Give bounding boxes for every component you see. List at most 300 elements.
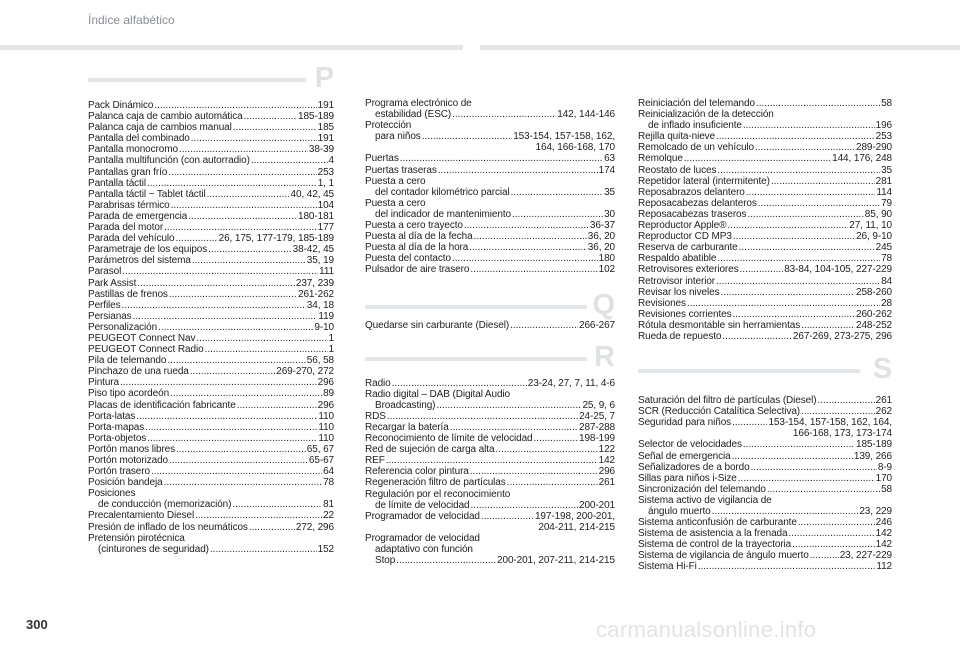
dot-leader xyxy=(755,142,855,153)
index-entry xyxy=(638,98,892,109)
index-term: Puesta al día de la hora xyxy=(365,242,469,254)
index-pages: 237, 239 xyxy=(295,277,334,289)
dot-leader xyxy=(767,484,880,495)
index-pages: 245 xyxy=(875,242,892,254)
dot-leader xyxy=(176,444,306,455)
dot-leader xyxy=(158,322,313,333)
index-pages: 110 xyxy=(318,421,334,433)
index-term: Respaldo abatible xyxy=(638,253,717,265)
index-entry xyxy=(365,176,615,187)
dot-leader xyxy=(147,178,317,189)
index-term: Repetidor lateral (intermitente) xyxy=(638,175,770,187)
index-term: Reposacabezas traseros xyxy=(638,208,747,220)
section-divider xyxy=(365,357,587,361)
index-term: Sincronización del telemando xyxy=(638,483,766,495)
dot-leader xyxy=(747,209,863,220)
section-divider xyxy=(365,305,587,309)
index-term: Saturación del filtro de partículas (Diesel) xyxy=(638,395,817,407)
index-entry xyxy=(638,451,892,462)
index-entry xyxy=(88,122,334,133)
dot-leader xyxy=(716,276,880,287)
index-entry xyxy=(88,533,334,544)
index-term: Parabrisas térmico xyxy=(88,199,170,211)
dot-leader xyxy=(205,344,328,355)
index-term: de inflado insuficiente xyxy=(648,120,742,132)
index-term: Portón motorizado xyxy=(88,455,169,466)
index-entry xyxy=(638,406,892,417)
index-entry xyxy=(88,510,334,521)
index-entry xyxy=(88,111,334,122)
index-term: estabilidad (ESC) xyxy=(375,109,452,121)
index-entry xyxy=(88,211,334,222)
index-pages: 102 xyxy=(598,264,615,276)
dot-leader xyxy=(733,309,856,320)
index-pages: 258-260 xyxy=(856,286,892,298)
index-term: Quedarse sin carburante (Diesel) xyxy=(365,319,510,331)
dot-leader xyxy=(471,500,578,511)
index-pages: 4 xyxy=(328,155,334,167)
index-term: RDS xyxy=(365,410,386,422)
index-entry xyxy=(365,544,615,555)
index-pages: 56, 58 xyxy=(306,355,334,367)
dot-leader xyxy=(164,477,322,488)
index-pages: 35 xyxy=(604,186,615,198)
index-pages: 84 xyxy=(881,275,892,287)
index-entry xyxy=(638,528,892,539)
index-entry xyxy=(88,444,334,455)
index-term: Persianas xyxy=(88,310,132,322)
index-entry xyxy=(638,165,892,176)
dot-leader xyxy=(171,200,317,211)
index-entry xyxy=(365,231,615,242)
index-entry xyxy=(638,473,892,484)
dot-leader xyxy=(195,510,322,521)
index-term: Puesta a cero xyxy=(365,197,426,209)
index-entry xyxy=(638,331,892,342)
index-pages: 1, 1 xyxy=(317,177,334,189)
index-pages: 262 xyxy=(875,406,892,418)
index-term: (cinturones de seguridad) xyxy=(98,543,209,555)
index-term: Reposabrazos delantero xyxy=(638,186,745,198)
index-entry xyxy=(638,417,892,439)
dot-leader xyxy=(190,366,275,377)
index-term: Regeneración filtro de partículas xyxy=(365,477,506,489)
index-term: Reinicialización de la detección xyxy=(638,109,774,121)
dot-leader xyxy=(801,320,855,331)
index-term: Sistema anticonfusión de carburante xyxy=(638,517,797,529)
index-term: Referencia color pintura xyxy=(365,466,469,478)
dot-leader xyxy=(481,511,534,522)
dot-leader xyxy=(207,189,290,200)
index-pages: 89 xyxy=(323,388,334,400)
index-term: Pantalla del combinado xyxy=(88,133,190,145)
index-pages: 34, 18 xyxy=(306,299,334,311)
dot-leader xyxy=(743,120,875,131)
index-entry xyxy=(365,220,615,231)
index-term: Reproductor Apple® xyxy=(638,220,727,232)
index-term: PEUGEOT Connect Nav xyxy=(88,332,196,344)
index-pages: 1 xyxy=(328,344,334,356)
dot-leader xyxy=(788,528,874,539)
index-entry xyxy=(638,131,892,142)
index-term: Palanca caja de cambio automática xyxy=(88,111,243,123)
index-entry xyxy=(638,309,892,320)
dot-leader xyxy=(771,176,875,187)
index-term: del indicador de mantenimiento xyxy=(375,208,511,220)
dot-leader xyxy=(792,539,874,550)
index-term: Reostato de luces xyxy=(638,164,717,176)
index-pages: 142 xyxy=(875,528,892,540)
index-term: Selector de velocidades xyxy=(638,439,742,451)
index-term: Porta-latas xyxy=(88,410,136,422)
dot-leader xyxy=(249,522,295,533)
index-pages: 170 xyxy=(875,472,892,484)
index-term: Programador de velocidad xyxy=(365,510,480,522)
index-entry xyxy=(88,100,334,111)
index-pages: 177 xyxy=(317,222,334,234)
dot-leader xyxy=(122,300,306,311)
dot-leader xyxy=(798,517,875,528)
index-pages: 153-154, 157-158, 162, 164, 166-168, 170 xyxy=(513,131,615,154)
index-pages: 40, 42, 45 xyxy=(290,188,334,200)
index-pages: 111 xyxy=(319,266,334,278)
index-entry xyxy=(365,389,615,400)
index-entry xyxy=(88,278,334,289)
index-entry xyxy=(638,462,892,473)
index-pages: 110 xyxy=(318,410,334,422)
dot-leader xyxy=(740,264,784,275)
dot-leader xyxy=(170,388,322,399)
index-entry xyxy=(365,109,615,120)
index-term: Pulsador de aire trasero xyxy=(365,264,470,276)
index-entry xyxy=(365,477,615,488)
index-entry xyxy=(88,133,334,144)
index-entry xyxy=(88,400,334,411)
index-entry xyxy=(638,109,892,120)
dot-leader xyxy=(716,131,875,142)
index-term: Pastillas de frenos xyxy=(88,288,168,300)
index-term: Pantalla táctil ~ Tablet táctil xyxy=(88,188,206,200)
header-title: Índice alfabético xyxy=(88,13,175,27)
index-term: Parasol xyxy=(88,266,122,278)
dot-leader xyxy=(133,311,318,322)
index-pages: 185-189 xyxy=(298,111,334,123)
index-pages: 122 xyxy=(598,444,615,456)
index-entry xyxy=(638,198,892,209)
index-term: Portón trasero xyxy=(88,466,150,478)
index-term: ángulo muerto xyxy=(648,506,711,517)
dot-leader xyxy=(179,144,308,155)
dot-leader xyxy=(810,550,839,561)
index-entry xyxy=(365,489,615,500)
index-pages: 296 xyxy=(598,466,615,478)
index-term: Parada del vehículo xyxy=(88,233,175,245)
index-pages: 85, 90 xyxy=(864,208,892,220)
dot-leader xyxy=(387,411,578,422)
index-pages: 260-262 xyxy=(856,308,892,320)
index-entry xyxy=(88,266,334,277)
index-term: Stop xyxy=(375,555,396,567)
index-entry xyxy=(88,311,334,322)
index-pages: 200-201, 207-211, 214-215 xyxy=(497,555,615,567)
index-entry xyxy=(88,144,334,155)
index-term: Retrovisores exteriores xyxy=(638,264,739,276)
index-pages: 191 xyxy=(317,100,334,111)
index-entry xyxy=(365,511,615,533)
index-term: de límite de velocidad xyxy=(375,499,470,511)
dot-leader xyxy=(210,544,317,555)
index-entry xyxy=(88,433,334,444)
dot-leader xyxy=(801,406,875,417)
index-term: Parada del motor xyxy=(88,222,164,234)
index-pages: 253 xyxy=(875,131,892,143)
index-term: Porta-mapas xyxy=(88,421,145,433)
dot-leader xyxy=(137,278,295,289)
index-term: Reposacabezas delanteros xyxy=(638,197,757,209)
index-entry xyxy=(638,517,892,528)
section-divider xyxy=(88,78,306,82)
index-pages: 266-267 xyxy=(579,319,615,331)
section-header-q xyxy=(365,288,615,321)
index-column-1 xyxy=(88,62,334,555)
dot-leader xyxy=(474,231,587,242)
index-entry xyxy=(88,255,334,266)
index-pages: 83-84, 104-105, 227-229 xyxy=(784,264,892,276)
section-letter-p: P xyxy=(314,62,334,94)
index-entry xyxy=(365,165,615,176)
dot-leader xyxy=(470,264,597,275)
dot-leader xyxy=(400,153,603,164)
dot-leader xyxy=(136,411,317,422)
index-entry xyxy=(638,264,892,275)
index-pages: 38-39 xyxy=(308,144,334,156)
index-term: REF xyxy=(365,455,385,467)
index-term: Revisar los niveles xyxy=(638,286,720,298)
dot-leader xyxy=(120,377,317,388)
index-pages: 253 xyxy=(317,166,334,178)
index-entry xyxy=(365,120,615,131)
index-pages: 197-198, 200-201, 204-211, 214-215 xyxy=(534,510,615,533)
index-pages: 28 xyxy=(881,297,892,309)
index-term: Sistema de control de la trayectoria xyxy=(638,539,792,551)
section-header-r xyxy=(365,340,615,373)
index-entry xyxy=(88,377,334,388)
dot-leader xyxy=(192,255,306,266)
index-term: Regulación por el reconocimiento xyxy=(365,488,511,500)
index-pages: 144, 176, 248 xyxy=(832,153,892,165)
index-pages: 139, 266 xyxy=(853,450,892,462)
index-term: Retrovisor interior xyxy=(638,275,716,287)
index-entry xyxy=(365,198,615,209)
dot-leader xyxy=(188,211,297,222)
index-pages: 142 xyxy=(875,539,892,551)
index-term: del contador kilométrico parcial xyxy=(375,186,510,198)
index-pages: 78 xyxy=(881,253,892,265)
dot-leader xyxy=(396,555,496,566)
index-column-2 xyxy=(365,98,615,566)
index-term: Sistema de vigilancia de ángulo muerto xyxy=(638,550,809,562)
index-entry xyxy=(88,244,334,255)
index-term: Puesta a cero xyxy=(365,175,426,187)
dot-leader xyxy=(746,187,876,198)
index-pages: 267-269, 273-275, 296 xyxy=(792,330,892,342)
dot-leader xyxy=(145,422,317,433)
index-entry xyxy=(88,233,334,244)
header-divider-left xyxy=(0,45,463,50)
index-pages: 153-154, 157-158, 162, 164, 166-168, 173, 173-174 xyxy=(768,417,892,440)
index-entry xyxy=(365,411,615,422)
index-pages: 30 xyxy=(604,208,615,220)
index-pages: 58 xyxy=(881,98,892,109)
index-term: Rejilla quita-nieve xyxy=(638,131,716,143)
index-term: Red de sujeción de carga alta xyxy=(365,444,495,456)
dot-leader xyxy=(233,122,317,133)
index-term: Reconocimiento de límite de velocidad xyxy=(365,433,533,445)
dot-leader xyxy=(510,320,578,331)
dot-leader xyxy=(756,98,880,109)
index-entry xyxy=(638,484,892,495)
section-letter-q: Q xyxy=(592,288,615,321)
dot-leader xyxy=(469,242,587,253)
index-entry xyxy=(88,289,334,300)
dot-leader xyxy=(732,417,767,428)
index-term: para niños xyxy=(375,131,421,143)
section-divider xyxy=(638,369,860,373)
index-pages: 261-262 xyxy=(298,288,334,300)
index-pages: 35 xyxy=(881,164,892,176)
index-term: Reproductor CD MP3 xyxy=(638,231,732,243)
index-pages: 8-9 xyxy=(877,461,892,473)
dot-leader xyxy=(191,133,317,144)
index-term: Sistema Hi-Fi xyxy=(638,561,697,573)
index-term: Sistema activo de vigilancia de xyxy=(638,494,772,506)
index-term: Señalizadores de a bordo xyxy=(638,461,750,473)
index-entry xyxy=(638,298,892,309)
index-pages: 246 xyxy=(875,517,892,529)
index-pages: 35, 19 xyxy=(306,255,334,267)
index-entry xyxy=(88,300,334,311)
index-term: adaptativo con función xyxy=(375,544,473,555)
index-term: Programador de velocidad xyxy=(365,532,480,544)
dot-leader xyxy=(698,561,876,572)
index-term: Placas de identificación fabricante xyxy=(88,399,236,411)
index-term: Pantalla multifunción (con autorradio) xyxy=(88,155,250,167)
dot-leader xyxy=(495,444,597,455)
index-pages: 78 xyxy=(323,477,334,489)
index-term: Parametraje de los equipos xyxy=(88,244,208,256)
dot-leader xyxy=(176,233,218,244)
index-term: Posición bandeja xyxy=(88,477,163,489)
dot-leader xyxy=(722,331,792,342)
dot-leader xyxy=(422,131,513,142)
dot-leader xyxy=(251,155,328,166)
index-entry xyxy=(638,142,892,153)
watermark: carmanualsonline.info xyxy=(596,617,817,642)
index-entry xyxy=(365,444,615,455)
dot-leader xyxy=(452,253,598,264)
index-entry xyxy=(88,477,334,488)
index-term: Parada de emergencia xyxy=(88,210,188,222)
index-pages: 287-288 xyxy=(579,421,615,433)
index-entry xyxy=(638,253,892,264)
dot-leader xyxy=(392,378,527,389)
index-pages: 110 xyxy=(318,432,334,444)
index-term: Reserva de carburante xyxy=(638,242,738,254)
index-pages: 180 xyxy=(598,253,615,265)
index-entry xyxy=(638,176,892,187)
dot-leader xyxy=(464,220,589,231)
dot-leader xyxy=(717,253,880,264)
index-entry xyxy=(88,422,334,433)
index-pages: 79 xyxy=(881,197,892,209)
index-term: Pantalla monocromo xyxy=(88,144,178,156)
index-entry xyxy=(638,220,892,231)
index-entry xyxy=(365,422,615,433)
index-pages: 174 xyxy=(598,164,615,176)
index-entry xyxy=(365,555,615,566)
dot-leader xyxy=(743,439,855,450)
index-entry xyxy=(88,411,334,422)
index-entry xyxy=(88,167,334,178)
index-pages: 142, 144-146 xyxy=(557,109,615,121)
index-pages: 261 xyxy=(875,395,892,407)
page-number: 300 xyxy=(26,617,48,632)
index-pages: 38-42, 45 xyxy=(292,244,334,256)
index-entry xyxy=(88,455,334,466)
index-pages: 36, 20 xyxy=(587,242,615,254)
index-term: Precalentamiento Diesel xyxy=(88,510,195,522)
index-pages: 63 xyxy=(604,153,615,165)
index-pages: 36-37 xyxy=(589,220,615,232)
dot-leader xyxy=(534,433,578,444)
index-term: Protección xyxy=(365,120,412,132)
index-entry xyxy=(88,544,334,555)
index-entry xyxy=(88,344,334,355)
index-pages: 152 xyxy=(317,543,334,555)
dot-leader xyxy=(687,298,880,309)
index-term: Piso tipo acordeón xyxy=(88,388,170,400)
dot-leader xyxy=(168,167,316,178)
index-term: PEUGEOT Connect Radio xyxy=(88,344,204,356)
index-term: Sistema de asistencia a la frenada xyxy=(638,528,788,540)
index-entry xyxy=(638,495,892,506)
section-letter-r: R xyxy=(594,340,615,373)
index-term: Broadcasting) xyxy=(375,399,436,411)
dot-leader xyxy=(244,111,297,122)
index-entry xyxy=(638,187,892,198)
index-entry xyxy=(638,287,892,298)
index-entry xyxy=(365,400,615,411)
index-entry xyxy=(638,395,892,406)
index-term: Remolque xyxy=(638,153,683,165)
index-entry xyxy=(365,378,615,389)
index-pages: 248-252 xyxy=(856,319,892,331)
index-pages: 180-181 xyxy=(298,210,334,222)
dot-leader xyxy=(196,333,327,344)
index-entry xyxy=(88,366,334,377)
index-entry xyxy=(365,187,615,198)
section-header-p xyxy=(88,62,334,94)
dot-leader xyxy=(386,455,598,466)
index-pages: 112 xyxy=(876,561,892,573)
index-term: Puesta al día de la fecha xyxy=(365,231,473,243)
index-term: Porta-objetos xyxy=(88,432,147,444)
section-header-s xyxy=(638,353,892,386)
index-pages: 196 xyxy=(875,120,892,132)
index-entry xyxy=(638,231,892,242)
index-term: Remolcado de un vehículo xyxy=(638,142,755,154)
index-pages: 104 xyxy=(317,199,334,211)
